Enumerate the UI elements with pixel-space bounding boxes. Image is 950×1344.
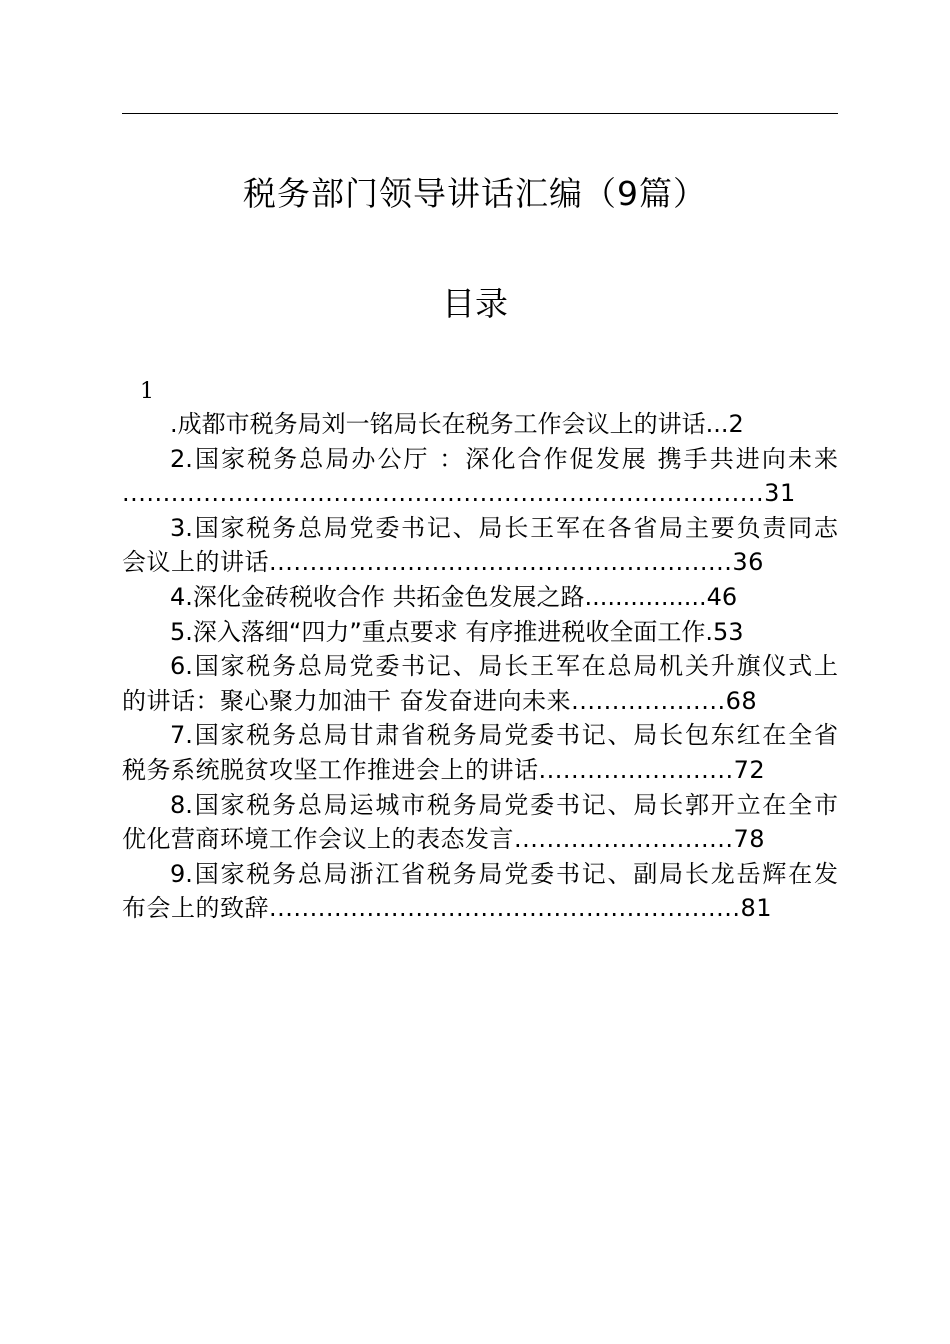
header-rule — [122, 113, 838, 114]
toc-entry-8[interactable]: 8.国家税务总局运城市税务局党委书记、局长郭开立在全市 — [170, 790, 838, 819]
toc-entry-6-cont[interactable]: 的讲话：聚心聚力加油干 奋发奋进向未来...................68 — [122, 686, 758, 715]
toc-entry-1[interactable]: .成都市税务局刘一铭局长在税务工作会议上的讲话...2 — [170, 410, 744, 438]
toc-entry-2[interactable]: 2.国家税务总局办公厅 ：深化合作促发展 携手共进向未来 — [170, 444, 838, 473]
toc-entry-2-cont[interactable]: ...............................................................................31 — [122, 479, 796, 508]
toc-entry-5[interactable]: 5.深入落细“四力”重点要求 有序推进税收全面工作.53 — [170, 617, 744, 646]
toc-heading: 目录 — [442, 284, 508, 323]
toc-entry-8-cont[interactable]: 优化营商环境工作会议上的表态发言...........................78 — [122, 825, 766, 854]
toc-entry-3-cont[interactable]: 会议上的讲话.........................................................36 — [122, 548, 764, 577]
toc-entry-9[interactable]: 9.国家税务总局浙江省税务局党委书记、副局长龙岳辉在发 — [170, 859, 838, 888]
table-of-contents — [122, 377, 838, 926]
toc-entry-9-cont[interactable]: 布会上的致辞..........................................................81 — [122, 894, 773, 923]
toc-entry-4[interactable]: 4.深化金砖税收合作 共拓金色发展之路................46 — [170, 582, 738, 611]
toc-entry-7[interactable]: 7.国家税务总局甘肃省税务局党委书记、局长包东红在全省 — [170, 721, 838, 750]
toc-entry-6[interactable]: 6.国家税务总局党委书记、局长王军在总局机关升旗仪式上 — [170, 652, 838, 681]
document-title: 税务部门领导讲话汇编（9篇） — [243, 174, 707, 213]
toc-entry-7-cont[interactable]: 税务系统脱贫攻坚工作推进会上的讲话........................72 — [122, 755, 766, 784]
toc-entry-3[interactable]: 3.国家税务总局党委书记、局长王军在各省局主要负责同志 — [170, 513, 838, 542]
toc-first-number: 1 — [140, 379, 154, 404]
